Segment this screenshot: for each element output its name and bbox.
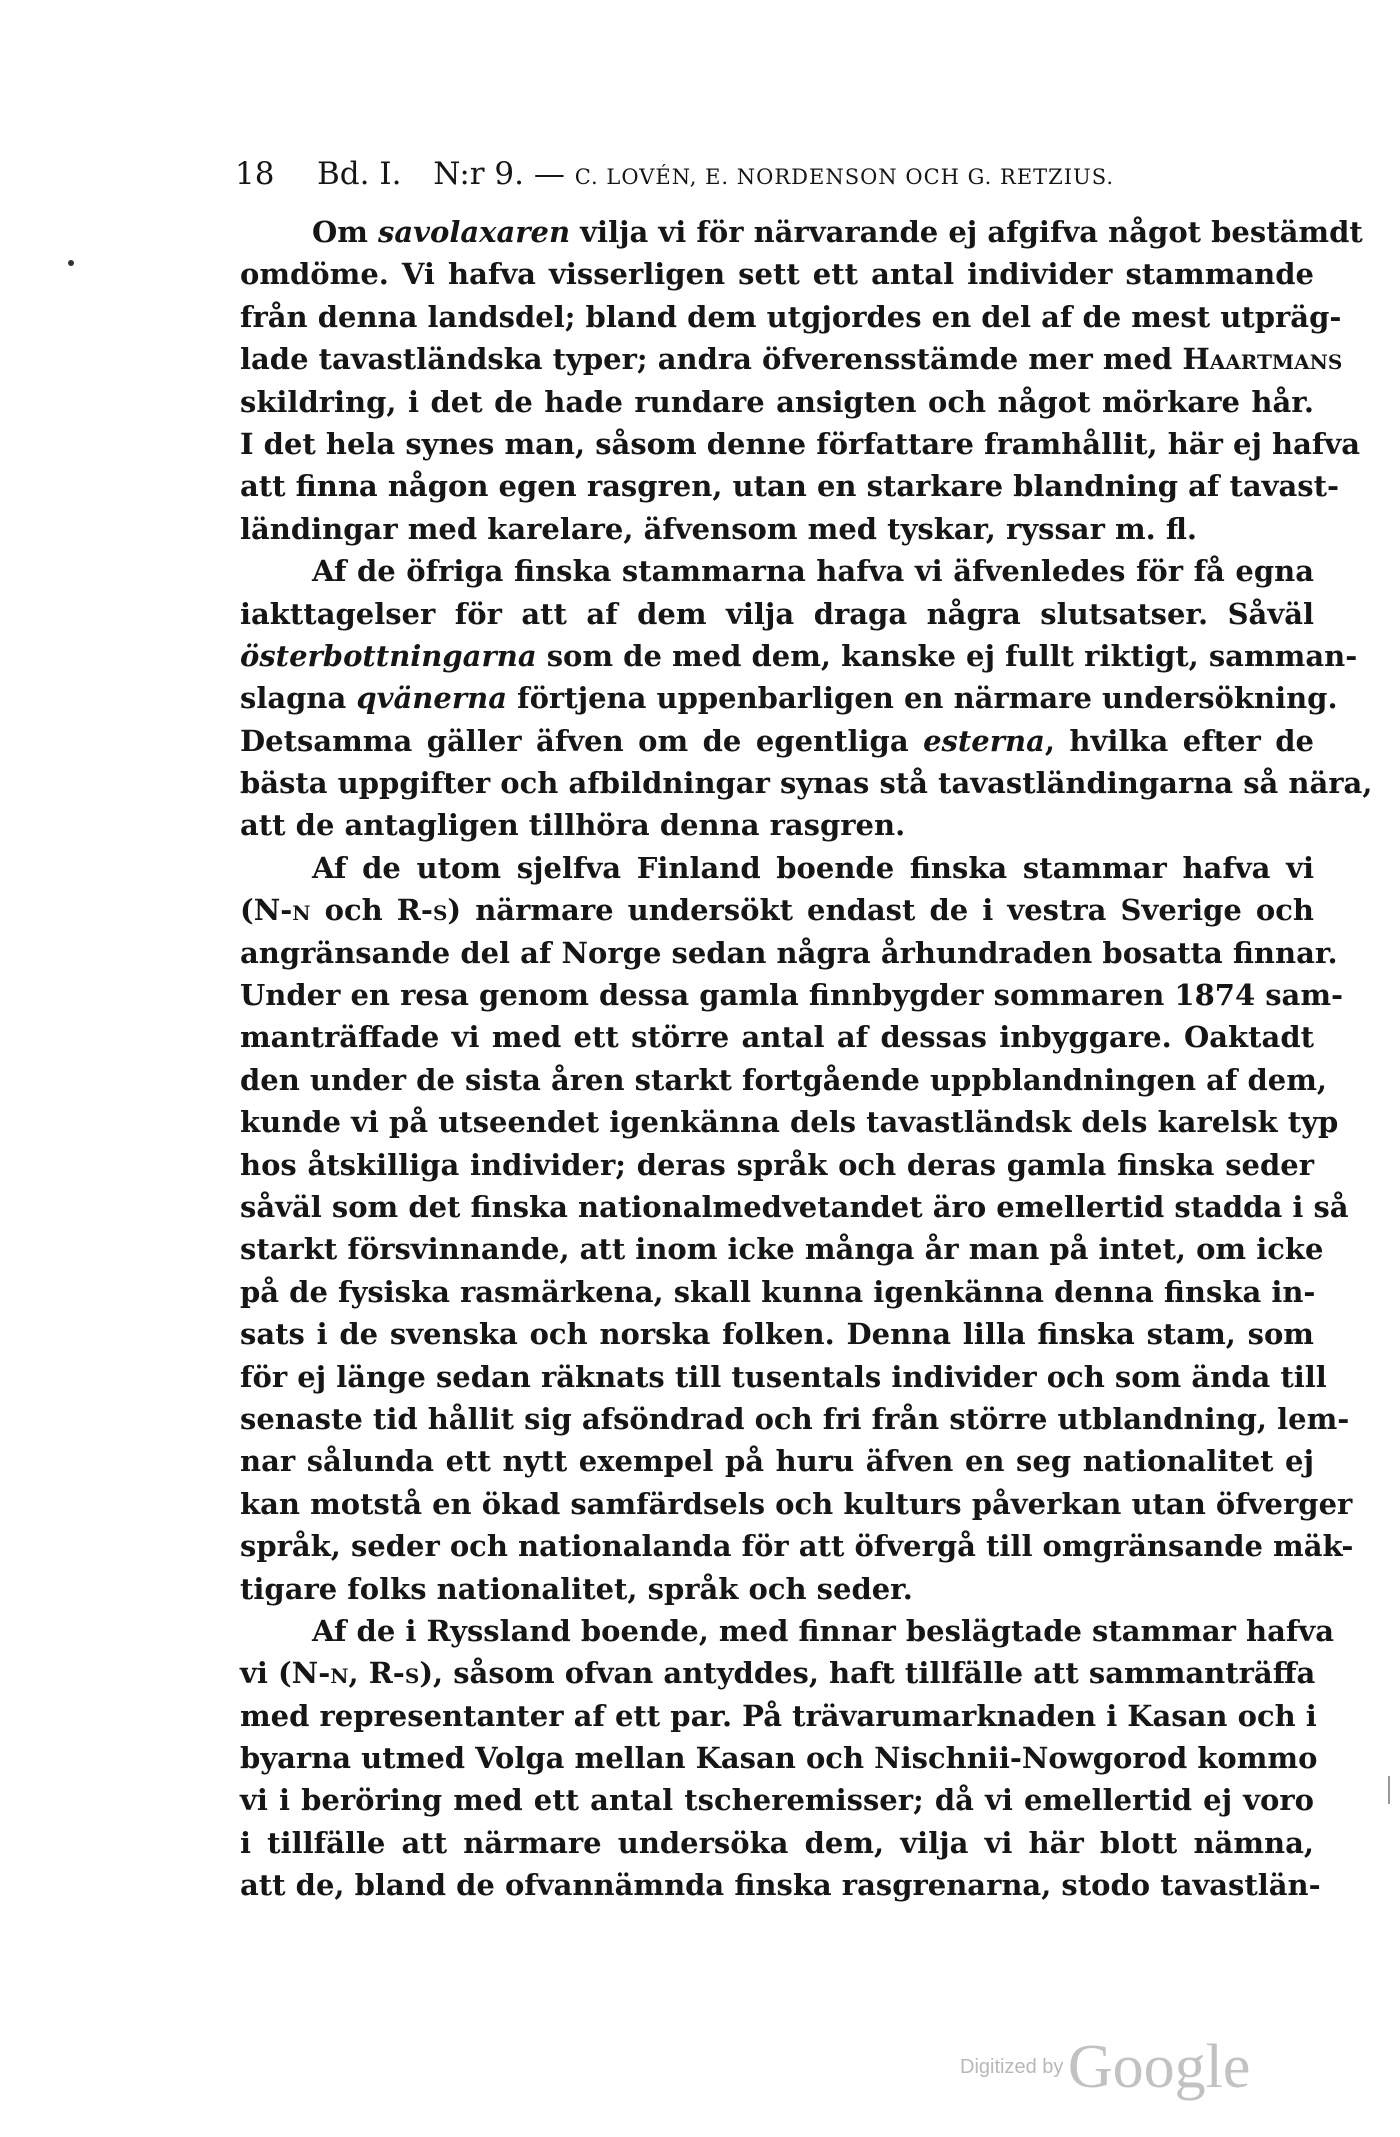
text-line xyxy=(240,1568,1314,1610)
text-line xyxy=(240,720,1314,762)
text-line xyxy=(240,1483,1353,1525)
text-segment: Af de i Ryssland boende, med finnar beslägtade stammar hafva xyxy=(312,1613,1335,1648)
text-segment: Af de utom sjelfva Finland boende finska stammar hafva vi xyxy=(312,850,1314,885)
text-segment: skildring, i det de hade rundare ansigten och något mörkare hår. xyxy=(240,384,1314,419)
text-line xyxy=(240,1228,1324,1270)
text-segment: att de, bland de ofvannämnda finska rasgrenarna, stodo tavastlän- xyxy=(240,1868,1321,1903)
digitized-watermark xyxy=(960,2032,1250,2103)
text-line xyxy=(240,381,1314,423)
text-segment: byarna utmed Volga mellan Kasan och Nischnii-Nowgorod kommo xyxy=(240,1741,1318,1776)
text-segment: såväl som det finska nationalmedvetandet äro emellertid stadda i så xyxy=(240,1189,1349,1224)
text-line xyxy=(240,1271,1314,1313)
text-line xyxy=(240,1779,1314,1821)
text-segment: ), såsom ofvan antyddes, haft tillfälle att sammanträffa xyxy=(419,1656,1316,1691)
text-segment: vi i beröring med ett antal tscheremisser; då vi emellertid ej voro xyxy=(240,1783,1314,1818)
running-head xyxy=(235,154,1235,197)
watermark-prefix: Digitized by xyxy=(960,2056,1064,2078)
text-segment: att de antagligen tillhöra denna rasgren. xyxy=(240,808,906,843)
text-segment: vi (N- xyxy=(240,1656,331,1691)
volume-label: Bd. I. xyxy=(317,156,402,192)
text-line xyxy=(240,762,1373,804)
margin-ink-dot xyxy=(68,260,74,266)
text-line xyxy=(240,550,1314,592)
author-line: C. LOVÉN, E. NORDENSON OCH G. RETZIUS. xyxy=(574,165,1115,189)
text-line xyxy=(240,1695,1317,1737)
text-line xyxy=(240,1186,1349,1228)
text-line xyxy=(240,1737,1318,1779)
text-line xyxy=(240,1101,1339,1143)
text-segment: förtjena uppenbarligen en närmare undersökning. xyxy=(507,681,1338,716)
small-caps-text: Haartmans xyxy=(1182,342,1343,377)
text-segment: kunde vi på utseendet igenkänna dels tavastländsk dels karelsk typ xyxy=(240,1105,1339,1140)
text-line xyxy=(240,1440,1314,1482)
italic-term: esterna xyxy=(923,723,1045,758)
text-line xyxy=(240,804,1314,846)
text-segment: (N- xyxy=(240,893,293,928)
text-line xyxy=(240,1016,1314,1058)
small-caps-text: n xyxy=(330,1656,349,1691)
text-line xyxy=(240,1313,1314,1355)
text-line xyxy=(240,211,1363,253)
page-number: 18 xyxy=(235,156,275,192)
italic-term: österbottningarna xyxy=(240,638,537,673)
text-segment: starkt försvinnande, att inom icke många år man på intet, om icke xyxy=(240,1232,1324,1267)
text-segment: sats i de svenska och norska folken. Denna lilla finska stam, som xyxy=(240,1317,1314,1352)
text-segment: , hvilka efter de xyxy=(1044,723,1314,758)
margin-mark xyxy=(1388,1776,1390,1804)
text-segment: senaste tid hållit sig afsöndrad och fri från större utblandning, lem- xyxy=(240,1401,1350,1436)
text-line xyxy=(240,423,1361,465)
text-line xyxy=(240,1144,1314,1186)
small-caps-text: s xyxy=(404,1656,420,1691)
text-segment: Af de öfriga finska stammarna hafva vi äfvenledes för få egna xyxy=(312,554,1314,589)
text-segment: som de med dem, kanske ej fullt riktigt, samman- xyxy=(536,638,1358,673)
italic-term: savolaxaren xyxy=(378,215,571,249)
text-segment: med representanter af ett par. På trävarumarknaden i Kasan och i xyxy=(240,1698,1317,1733)
text-line xyxy=(240,593,1314,635)
text-segment: den under de sista åren starkt fortgående uppblandningen af dem, xyxy=(240,1062,1328,1097)
text-line xyxy=(240,1822,1314,1864)
text-segment: angränsande del af Norge sedan några århundraden bosatta finnar. xyxy=(240,935,1338,970)
text-line xyxy=(240,1525,1354,1567)
text-line xyxy=(240,1652,1314,1694)
text-segment: Detsamma gäller äfven om de egentliga xyxy=(240,723,924,758)
text-segment: kan motstå en ökad samfärdsels och kulturs påverkan utan öfverger xyxy=(240,1486,1353,1521)
text-segment: vilja vi för närvarande ej afgifva något bestämdt xyxy=(570,215,1363,249)
text-segment: nar sålunda ett nytt exempel på huru äfven en seg nationalitet ej xyxy=(240,1444,1314,1479)
text-line xyxy=(240,635,1358,677)
text-segment: hos åtskilliga individer; deras språk och deras gamla finska seder xyxy=(240,1147,1314,1182)
text-line xyxy=(240,974,1344,1016)
text-segment: tigare folks nationalitet, språk och seder. xyxy=(240,1571,913,1606)
text-line xyxy=(240,1398,1350,1440)
text-line xyxy=(240,1356,1327,1398)
text-line xyxy=(240,296,1342,338)
text-line xyxy=(240,677,1338,719)
text-segment: lade tavastländska typer; andra öfverensstämde mer med xyxy=(240,342,1183,377)
text-line xyxy=(240,338,1343,380)
issue-label: N:r 9. xyxy=(433,156,525,192)
small-caps-text: s xyxy=(432,893,448,928)
text-line xyxy=(240,1864,1321,1906)
text-segment: att finna någon egen rasgren, utan en starkare blandning af tavast- xyxy=(240,469,1340,504)
text-segment: på de fysiska rasmärkena, skall kunna igenkänna denna finska in- xyxy=(240,1274,1316,1309)
header-separator: — xyxy=(533,156,565,192)
text-line xyxy=(240,253,1314,295)
text-segment: iakttagelser för att af dem vilja draga några slutsatser. Såväl xyxy=(240,596,1314,631)
small-caps-text: n xyxy=(292,893,311,928)
text-line xyxy=(240,1059,1328,1101)
text-line xyxy=(240,465,1340,507)
text-segment: i tillfälle att närmare undersöka dem, vilja vi här blott nämna, xyxy=(240,1825,1314,1860)
text-line xyxy=(240,847,1314,889)
text-segment: bästa uppgifter och afbildningar synas stå tavastländingarna så nära, xyxy=(240,766,1373,801)
google-logo: Google xyxy=(1067,2033,1251,2101)
text-segment: I det hela synes man, såsom denne författare framhållit, här ej hafva xyxy=(240,426,1361,461)
text-segment: Om xyxy=(312,215,379,249)
text-segment: manträffade vi med ett större antal af dessas inbyggare. Oaktadt xyxy=(240,1020,1314,1055)
text-segment: från denna landsdel; bland dem utgjordes en del af de mest utpräg- xyxy=(240,299,1342,334)
italic-term: qvänerna xyxy=(356,681,507,716)
text-segment: , R- xyxy=(348,1656,405,1691)
text-segment: ländingar med karelare, äfvensom med tyskar, ryssar m. fl. xyxy=(240,511,1197,546)
text-segment: ) närmare undersökt endast de i vestra Sverige och xyxy=(447,893,1314,928)
text-segment: omdöme. Vi hafva visserligen sett ett antal individer stammande xyxy=(240,257,1314,292)
text-segment: för ej länge sedan räknats till tusentals individer och som ända till xyxy=(240,1359,1327,1394)
text-line xyxy=(240,932,1338,974)
body-text xyxy=(240,211,1373,1907)
text-segment: Under en resa genom dessa gamla finnbygder sommaren 1874 sam- xyxy=(240,978,1344,1013)
text-line xyxy=(240,508,1314,550)
text-segment: och R- xyxy=(310,893,433,928)
text-line xyxy=(240,889,1314,931)
text-segment: slagna xyxy=(240,681,357,716)
text-segment: språk, seder och nationalanda för att öfvergå till omgränsande mäk- xyxy=(240,1529,1354,1564)
text-line xyxy=(240,1610,1335,1652)
